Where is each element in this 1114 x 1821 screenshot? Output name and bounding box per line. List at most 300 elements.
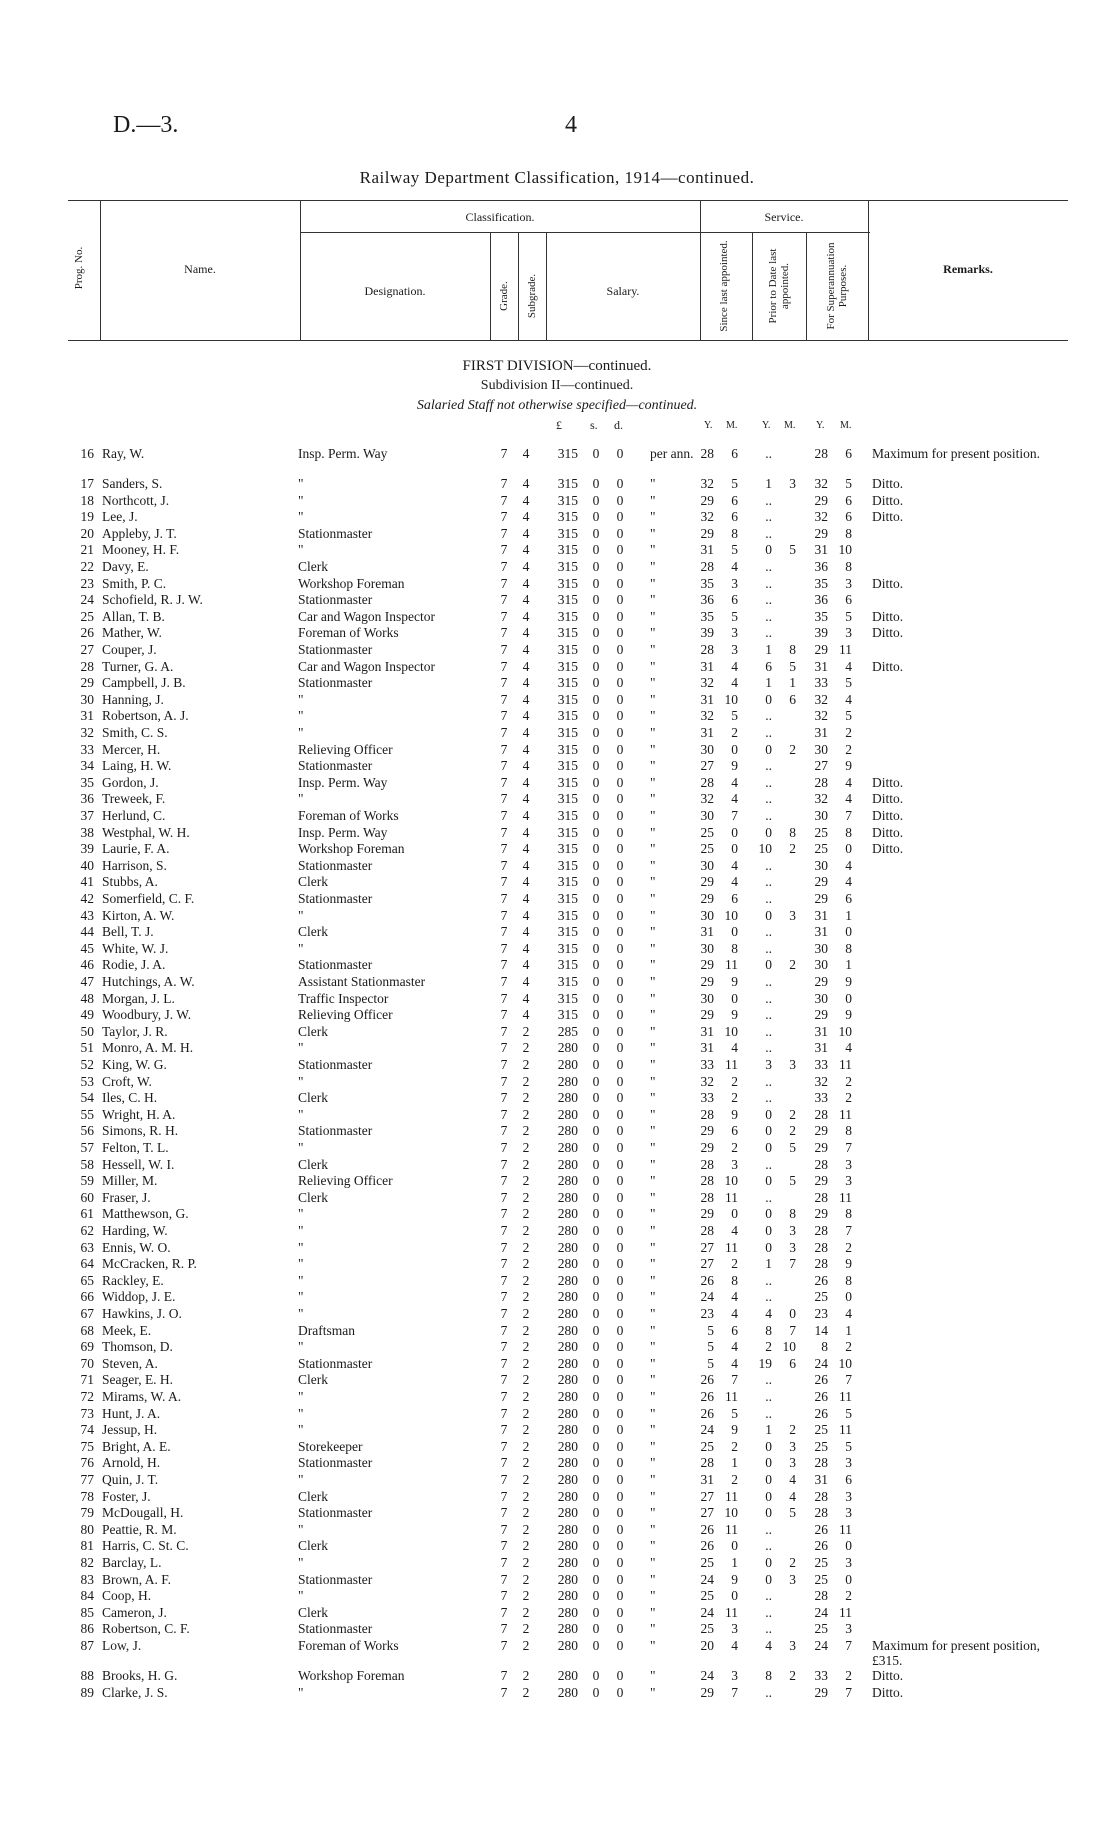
- table-row: [0, 1572, 1114, 1588]
- page-number: 4: [565, 112, 577, 138]
- cell-sg: 2: [522, 1555, 530, 1570]
- cell-m3: 10: [838, 542, 852, 558]
- cell-sg: 4: [522, 907, 530, 923]
- cell-des: ": [298, 1555, 304, 1570]
- cell-y1: 32: [700, 791, 714, 807]
- cell-d: 0: [616, 1372, 624, 1388]
- cell-d: 0: [616, 575, 624, 591]
- cell-y3: 28: [814, 1189, 828, 1205]
- cell-sal: 315: [557, 774, 578, 790]
- cell-s: 0: [592, 559, 600, 574]
- header-remarks: Remarks.: [943, 262, 993, 276]
- cell-gr: 7: [500, 592, 508, 608]
- table-row: [0, 841, 1114, 857]
- cell-d: 0: [616, 675, 624, 691]
- cell-y2: 0: [765, 1555, 772, 1570]
- cell-y1: 23: [700, 1306, 714, 1321]
- cell-d: 0: [616, 1156, 624, 1172]
- cell-y1: 27: [700, 1256, 714, 1272]
- cell-d: 0: [616, 708, 624, 724]
- cell-m3: 11: [839, 1521, 852, 1537]
- cell-d: 0: [616, 974, 624, 989]
- cell-m1: 4: [731, 774, 738, 790]
- cell-gr: 7: [500, 1455, 508, 1471]
- cell-s: 0: [592, 1604, 600, 1620]
- cell-per: ": [650, 1555, 656, 1570]
- cell-sal: 315: [557, 575, 578, 591]
- cell-m2: 3: [789, 1057, 796, 1072]
- cell-per: ": [650, 1488, 656, 1504]
- cell-gr: 7: [500, 1322, 508, 1338]
- table-row: [0, 991, 1114, 1007]
- cell-name: Herlund, C.: [102, 808, 166, 823]
- cell-no: 18: [80, 492, 94, 508]
- cell-no: 70: [80, 1355, 94, 1371]
- cell-sg: 4: [522, 857, 530, 873]
- cell-sg: 4: [522, 708, 530, 724]
- cell-sg: 4: [522, 741, 530, 757]
- cell-s: 0: [592, 1372, 600, 1388]
- cell-per: ": [650, 625, 656, 641]
- cell-m3: 4: [845, 1306, 852, 1321]
- cell-sg: 2: [522, 1405, 530, 1421]
- unit-months: M.: [726, 420, 738, 431]
- cell-y2: 0: [765, 741, 772, 757]
- cell-s: 0: [592, 492, 600, 508]
- cell-y2: ..: [765, 1007, 772, 1023]
- cell-y2: 0: [765, 1239, 772, 1255]
- cell-per: ": [650, 725, 656, 740]
- cell-no: 27: [80, 642, 94, 657]
- cell-m3: 2: [845, 1668, 852, 1683]
- cell-sal: 315: [557, 940, 578, 956]
- cell-name: Felton, T. L.: [102, 1140, 169, 1155]
- cell-gr: 7: [500, 940, 508, 956]
- cell-name: McDougall, H.: [102, 1505, 184, 1521]
- cell-no: 87: [80, 1638, 94, 1653]
- cell-no: 44: [80, 924, 94, 940]
- cell-y1: 32: [700, 708, 714, 724]
- cell-d: 0: [616, 808, 624, 823]
- cell-m3: 8: [845, 559, 852, 574]
- cell-sal: 315: [557, 891, 578, 906]
- cell-d: 0: [616, 725, 624, 740]
- cell-no: 47: [80, 974, 94, 989]
- cell-gr: 7: [500, 808, 508, 823]
- cell-y1: 27: [700, 1239, 714, 1255]
- cell-s: 0: [592, 907, 600, 923]
- subdivision-heading: Subdivision II—continued.: [480, 378, 634, 393]
- cell-m2: 7: [789, 1322, 796, 1338]
- cell-s: 0: [592, 1389, 600, 1404]
- table-row: [0, 1289, 1114, 1305]
- cell-des: Stationmaster: [298, 957, 373, 973]
- cell-y1: 33: [700, 1090, 714, 1106]
- cell-per: ": [650, 1256, 656, 1272]
- cell-d: 0: [616, 1306, 624, 1321]
- cell-m2: 6: [789, 1355, 796, 1371]
- cell-no: 55: [80, 1106, 94, 1122]
- cell-sal: 315: [557, 476, 578, 491]
- cell-y1: 27: [700, 758, 714, 774]
- cell-y1: 28: [700, 1223, 714, 1238]
- cell-m3: 8: [845, 1206, 852, 1222]
- cell-per: ": [650, 1339, 656, 1355]
- cell-y1: 39: [700, 625, 714, 641]
- cell-y3: 28: [814, 1156, 828, 1172]
- cell-y2: ..: [765, 791, 772, 807]
- cell-y1: 36: [700, 592, 714, 608]
- cell-des: Workshop Foreman: [298, 575, 405, 591]
- cell-no: 38: [80, 824, 94, 840]
- cell-sg: 2: [522, 1189, 530, 1205]
- cell-y2: ..: [765, 774, 772, 790]
- cell-per: ": [650, 492, 656, 508]
- cell-sg: 2: [522, 1057, 530, 1072]
- cell-y3: 25: [814, 1422, 828, 1438]
- cell-name: Thomson, D.: [102, 1339, 173, 1355]
- table-row: [0, 1157, 1114, 1173]
- cell-y1: 31: [700, 542, 714, 558]
- cell-gr: 7: [500, 774, 508, 790]
- header-prior-to: Prior to Date last appointed.: [767, 248, 791, 324]
- cell-m3: 9: [845, 1256, 852, 1272]
- table-row: [0, 1522, 1114, 1538]
- cell-y3: 26: [814, 1538, 828, 1554]
- cell-m3: 8: [845, 525, 852, 541]
- cell-des: ": [298, 940, 304, 956]
- cell-m2: 5: [789, 1505, 796, 1521]
- cell-m3: 2: [845, 1073, 852, 1089]
- cell-m3: 3: [845, 1555, 852, 1570]
- cell-gr: 7: [500, 1206, 508, 1222]
- cell-name: Clarke, J. S.: [102, 1684, 168, 1700]
- cell-sal: 280: [557, 1604, 578, 1620]
- cell-per: ": [650, 592, 656, 608]
- cell-per: per ann.: [650, 446, 694, 461]
- cell-y2: ..: [765, 525, 772, 541]
- cell-des: Relieving Officer: [298, 1173, 393, 1189]
- cell-des: Clerk: [298, 1604, 328, 1620]
- cell-gr: 7: [500, 1023, 508, 1039]
- cell-m1: 4: [731, 1339, 738, 1355]
- cell-d: 0: [616, 1272, 624, 1288]
- cell-gr: 7: [500, 1073, 508, 1089]
- cell-s: 0: [592, 1090, 600, 1106]
- cell-gr: 7: [500, 1123, 508, 1139]
- cell-name: Robertson, C. F.: [102, 1621, 190, 1637]
- cell-y2: ..: [765, 1588, 772, 1604]
- cell-m1: 10: [724, 907, 738, 923]
- cell-m1: 3: [731, 1621, 738, 1637]
- cell-y2: 4: [765, 1306, 772, 1321]
- cell-des: ": [298, 1206, 304, 1222]
- cell-name: Smith, P. C.: [102, 575, 167, 591]
- cell-s: 0: [592, 1123, 600, 1139]
- cell-m2: 5: [789, 658, 796, 674]
- cell-m3: 1: [845, 907, 852, 923]
- cell-m1: 11: [725, 1488, 738, 1504]
- cell-y2: ..: [765, 1023, 772, 1039]
- cell-d: 0: [616, 1538, 624, 1554]
- header-service: Service.: [764, 210, 804, 224]
- cell-m1: 11: [725, 1189, 738, 1205]
- cell-sal: 280: [557, 1538, 578, 1554]
- cell-gr: 7: [500, 559, 508, 574]
- cell-name: Couper, J.: [102, 642, 157, 657]
- cell-sg: 4: [522, 891, 530, 906]
- cell-y2: 0: [765, 1472, 772, 1487]
- cell-y2: 0: [765, 542, 772, 558]
- cell-gr: 7: [500, 791, 508, 807]
- cell-s: 0: [592, 1684, 600, 1700]
- cell-des: ": [298, 1272, 304, 1288]
- cell-sg: 4: [522, 808, 530, 823]
- cell-s: 0: [592, 1306, 600, 1321]
- cell-s: 0: [592, 446, 600, 461]
- cell-s: 0: [592, 1488, 600, 1504]
- page-code: D.—3.: [113, 112, 179, 138]
- cell-name: Appleby, J. T.: [102, 525, 177, 541]
- cell-y2: ..: [765, 725, 772, 740]
- cell-m3: 5: [845, 608, 852, 624]
- cell-m2: 5: [789, 1173, 796, 1189]
- cell-y1: 27: [700, 1488, 714, 1504]
- cell-y2: ..: [765, 857, 772, 873]
- cell-gr: 7: [500, 874, 508, 890]
- cell-no: 89: [80, 1684, 94, 1700]
- cell-per: ": [650, 1173, 656, 1189]
- cell-no: 28: [80, 658, 94, 674]
- cell-sal: 280: [557, 1140, 578, 1155]
- cell-name: Mirams, W. A.: [102, 1389, 182, 1404]
- cell-m2: 2: [789, 1123, 796, 1139]
- cell-d: 0: [616, 1173, 624, 1189]
- cell-sg: 4: [522, 525, 530, 541]
- cell-sal: 280: [557, 1339, 578, 1355]
- cell-des: Clerk: [298, 1372, 328, 1388]
- cell-sg: 4: [522, 642, 530, 657]
- cell-no: 84: [80, 1588, 94, 1604]
- cell-y2: 0: [765, 1505, 772, 1521]
- cell-gr: 7: [500, 1405, 508, 1421]
- cell-rem: Ditto.: [872, 658, 904, 674]
- cell-name: Barclay, L.: [102, 1555, 162, 1570]
- cell-m3: 5: [845, 675, 852, 691]
- table-row: [0, 659, 1114, 675]
- cell-rem: Ditto.: [872, 492, 904, 508]
- cell-gr: 7: [500, 1289, 508, 1305]
- cell-gr: 7: [500, 924, 508, 940]
- cell-m3: 7: [845, 1140, 852, 1155]
- header-designation: Designation.: [364, 284, 426, 298]
- cell-rem: Ditto.: [872, 575, 904, 591]
- cell-y1: 30: [700, 990, 714, 1006]
- cell-des: Draftsman: [298, 1322, 355, 1338]
- table-row: [0, 559, 1114, 575]
- cell-m3: 10: [838, 1355, 852, 1371]
- cell-y2: ..: [765, 708, 772, 724]
- cell-y2: 0: [765, 1123, 772, 1139]
- cell-des: Insp. Perm. Way: [298, 824, 388, 840]
- cell-des: Foreman of Works: [298, 808, 399, 823]
- cell-des: ": [298, 1106, 304, 1122]
- cell-no: 85: [80, 1604, 94, 1620]
- cell-y2: 0: [765, 1206, 772, 1222]
- cell-no: 67: [80, 1306, 94, 1321]
- cell-y1: 26: [700, 1272, 714, 1288]
- cell-m1: 8: [731, 940, 738, 956]
- cell-per: ": [650, 708, 656, 724]
- cell-d: 0: [616, 1073, 624, 1089]
- cell-sg: 2: [522, 1073, 530, 1089]
- cell-no: 49: [80, 1007, 94, 1023]
- cell-y3: 32: [814, 476, 828, 491]
- cell-sal: 280: [557, 1090, 578, 1106]
- table-row: [0, 1538, 1114, 1554]
- cell-no: 86: [80, 1621, 94, 1637]
- cell-s: 0: [592, 990, 600, 1006]
- cell-m2: 2: [789, 1668, 796, 1683]
- cell-no: 50: [80, 1023, 94, 1039]
- cell-y3: 25: [814, 1438, 828, 1454]
- cell-no: 64: [80, 1256, 94, 1272]
- cell-m3: 2: [845, 1090, 852, 1106]
- cell-name: Low, J.: [102, 1638, 142, 1653]
- cell-per: ": [650, 675, 656, 691]
- cell-m2: 6: [789, 691, 796, 707]
- table-row: [0, 1007, 1114, 1023]
- cell-per: ": [650, 642, 656, 657]
- cell-s: 0: [592, 575, 600, 591]
- cell-y3: 33: [814, 675, 828, 691]
- cell-per: ": [650, 559, 656, 574]
- cell-y2: ..: [765, 509, 772, 525]
- cell-y3: 14: [814, 1322, 828, 1338]
- cell-sg: 2: [522, 1306, 530, 1321]
- cell-sal: 280: [557, 1521, 578, 1537]
- cell-gr: 7: [500, 492, 508, 508]
- cell-sal: 315: [557, 974, 578, 989]
- cell-s: 0: [592, 1057, 600, 1072]
- cell-y3: 32: [814, 1073, 828, 1089]
- cell-name: Rackley, E.: [102, 1272, 164, 1288]
- cell-gr: 7: [500, 446, 508, 461]
- cell-des: Clerk: [298, 1156, 328, 1172]
- cell-y3: 33: [814, 1668, 828, 1683]
- cell-y1: 29: [700, 1684, 714, 1700]
- cell-sal: 280: [557, 1239, 578, 1255]
- cell-sal: 315: [557, 808, 578, 823]
- cell-sg: 2: [522, 1422, 530, 1438]
- cell-des: Clerk: [298, 1189, 328, 1205]
- cell-sal: 280: [557, 1505, 578, 1521]
- cell-y1: 35: [700, 575, 714, 591]
- cell-name: Steven, A.: [102, 1355, 158, 1371]
- cell-m1: 2: [731, 1438, 738, 1454]
- cell-y3: 25: [814, 1621, 828, 1637]
- cell-y1: 31: [700, 691, 714, 707]
- cell-no: 69: [80, 1339, 94, 1355]
- cell-name: Hutchings, A. W.: [102, 974, 195, 989]
- cell-m1: 6: [731, 592, 738, 608]
- cell-gr: 7: [500, 1223, 508, 1238]
- cell-y3: 29: [814, 1206, 828, 1222]
- cell-gr: 7: [500, 1588, 508, 1604]
- cell-per: ": [650, 990, 656, 1006]
- cell-y2: 0: [765, 1455, 772, 1471]
- cell-y1: 25: [700, 1438, 714, 1454]
- cell-y1: 24: [700, 1571, 714, 1587]
- cell-name: Ray, W.: [102, 446, 145, 461]
- cell-d: 0: [616, 446, 624, 461]
- cell-name: Bright, A. E.: [102, 1438, 171, 1454]
- cell-y2: 0: [765, 1223, 772, 1238]
- table-row: [0, 725, 1114, 741]
- table-row: [0, 941, 1114, 957]
- cell-no: 51: [80, 1040, 94, 1056]
- cell-sal: 315: [557, 691, 578, 707]
- cell-m2: 3: [789, 1438, 796, 1454]
- cell-gr: 7: [500, 1189, 508, 1205]
- cell-m3: 0: [845, 924, 852, 940]
- cell-no: 80: [80, 1521, 94, 1537]
- cell-m1: 0: [731, 924, 738, 940]
- cell-d: 0: [616, 891, 624, 906]
- cell-per: ": [650, 1538, 656, 1554]
- cell-m3: 3: [845, 575, 852, 591]
- cell-d: 0: [616, 1189, 624, 1205]
- cell-des: Insp. Perm. Way: [298, 774, 388, 790]
- cell-rem: Ditto.: [872, 824, 904, 840]
- cell-sg: 2: [522, 1106, 530, 1122]
- cell-no: 72: [80, 1389, 94, 1404]
- cell-sg: 2: [522, 1438, 530, 1454]
- cell-y3: 31: [814, 1040, 828, 1056]
- cell-no: 58: [80, 1156, 94, 1172]
- cell-des: ": [298, 691, 304, 707]
- cell-no: 21: [80, 542, 94, 558]
- cell-name: Sanders, S.: [102, 476, 163, 491]
- cell-name: Simons, R. H.: [102, 1123, 179, 1139]
- cell-per: ": [650, 874, 656, 890]
- cell-y3: 28: [814, 446, 828, 461]
- cell-y2: ..: [765, 990, 772, 1006]
- cell-name: Taylor, J. R.: [102, 1023, 168, 1039]
- header-grade: Grade.: [498, 281, 510, 311]
- cell-no: 24: [80, 592, 94, 608]
- cell-d: 0: [616, 592, 624, 608]
- cell-des: Traffic Inspector: [298, 990, 389, 1006]
- cell-m3: 3: [845, 1621, 852, 1637]
- cell-m1: 6: [731, 446, 738, 461]
- cell-y3: 25: [814, 1555, 828, 1570]
- cell-d: 0: [616, 1488, 624, 1504]
- cell-sal: 315: [557, 990, 578, 1006]
- cell-gr: 7: [500, 608, 508, 624]
- cell-d: 0: [616, 1057, 624, 1072]
- cell-m3: 2: [845, 1588, 852, 1604]
- cell-gr: 7: [500, 708, 508, 724]
- cell-y3: 31: [814, 725, 828, 740]
- cell-m3: 6: [845, 592, 852, 608]
- cell-m1: 7: [731, 1684, 738, 1700]
- cell-y1: 27: [700, 1505, 714, 1521]
- cell-name: Monro, A. M. H.: [102, 1040, 194, 1056]
- cell-y1: 28: [700, 1455, 714, 1471]
- cell-no: 76: [80, 1455, 94, 1471]
- cell-m1: 5: [731, 542, 738, 558]
